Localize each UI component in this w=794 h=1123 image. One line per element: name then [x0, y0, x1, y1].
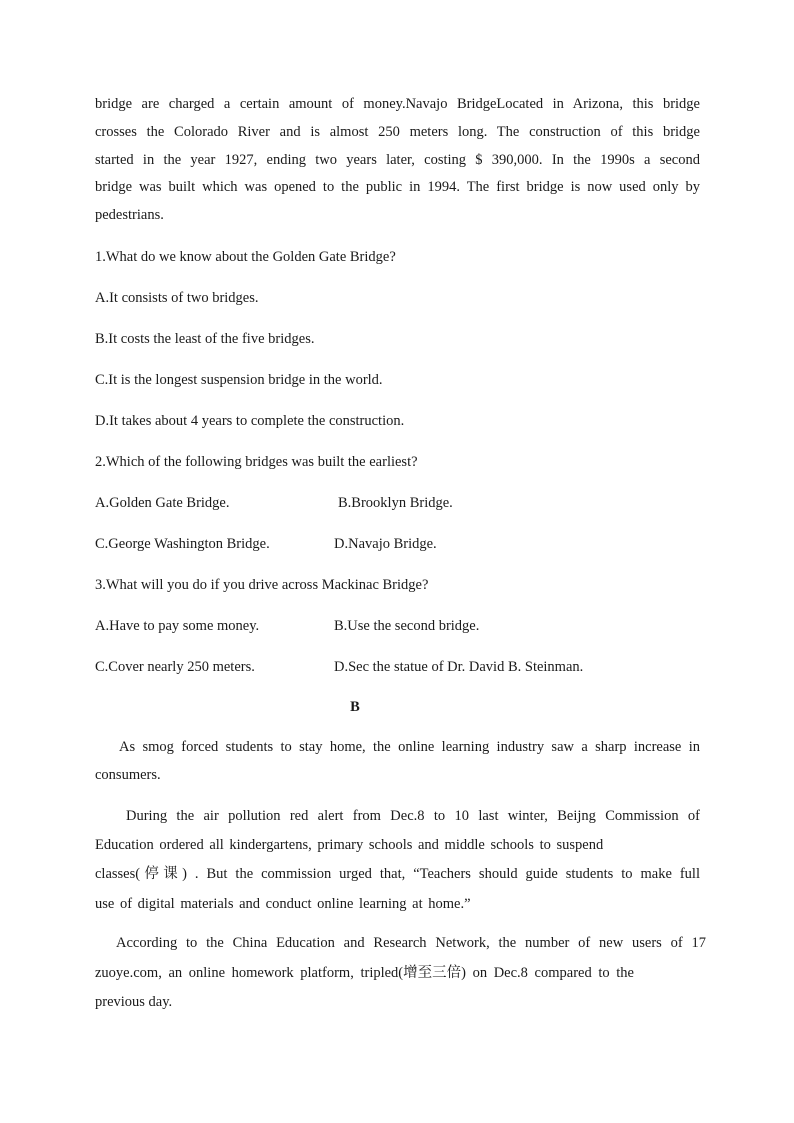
answer-option: D.Navajo Bridge.: [334, 536, 437, 552]
answer-option: C.Cover nearly 250 meters.: [95, 659, 255, 675]
paragraph-line: classes(停课) . But the commission urged that, “Teachers should guide students to make full: [95, 866, 700, 882]
passage-line: bridge are charged a certain amount of money.Navajo BridgeLocated in Arizona, this bridge: [95, 96, 700, 112]
answer-option: A.Have to pay some money.: [95, 618, 260, 634]
paragraph-line: use of digital materials and conduct online learning at home.”: [95, 896, 471, 912]
passage-line: started in the year 1927, ending two years later, costing $ 390,000. In the 1990s a second: [95, 151, 700, 168]
question-stem: 1.What do we know about the Golden Gate Bridge?: [95, 249, 396, 265]
question-stem: 3.What will you do if you drive across Mackinac Bridge?: [95, 577, 429, 593]
answer-option: A.It consists of two bridges.: [95, 290, 259, 306]
section-b-paragraph-2: [95, 802, 700, 919]
paragraph-line: consumers.: [95, 766, 161, 783]
section-heading: B: [350, 699, 360, 715]
answer-option: C.It is the longest suspension bridge in the world.: [95, 372, 383, 388]
paragraph-line: According to the China Education and Research Network, the number of new users of 17: [116, 935, 706, 951]
section-b-paragraph-3: [95, 929, 706, 1018]
answer-option: C.George Washington Bridge.: [95, 536, 270, 552]
paragraph-line: Education ordered all kindergartens, primary schools and middle schools to suspend: [95, 836, 604, 853]
paragraph-line: As smog forced students to stay home, the online learning industry saw a sharp increase in: [119, 739, 700, 755]
passage-line: crosses the Colorado River and is almost 250 meters long. The construction of this bridge: [95, 123, 700, 140]
paragraph-line: previous day.: [95, 994, 173, 1010]
passage-line: bridge was built which was opened to the public in 1994. The first bridge is now used only by: [95, 179, 700, 196]
answer-option: A.Golden Gate Bridge.: [95, 495, 230, 511]
paragraph-line: During the air pollution red alert from Dec.8 to 10 last winter, Beijng Commission of: [126, 808, 700, 824]
answer-option: B.It costs the least of the five bridges.: [95, 331, 315, 347]
passage-line: pedestrians.: [95, 207, 164, 224]
answer-option: B.Brooklyn Bridge.: [338, 495, 453, 511]
answer-option: B.Use the second bridge.: [334, 618, 480, 634]
paragraph-line: zuoye.com, an online homework platform, tripled(增至三倍) on Dec.8 compared to the: [95, 964, 634, 981]
answer-option: D.It takes about 4 years to complete the construction.: [95, 413, 405, 429]
answer-option: D.Sec the statue of Dr. David B. Steinman.: [334, 659, 584, 675]
question-stem: 2.Which of the following bridges was built the earliest?: [95, 454, 418, 470]
passage-a-ending: [95, 91, 700, 230]
section-b-paragraph-1: [95, 734, 700, 790]
